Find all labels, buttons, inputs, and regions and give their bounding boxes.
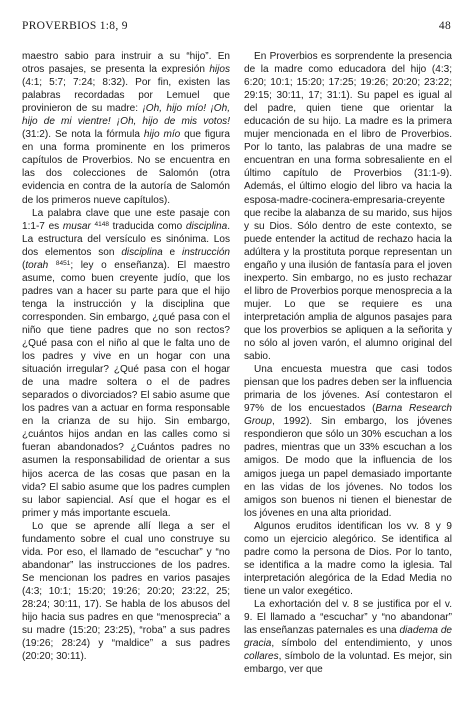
page-number: 48	[438, 20, 451, 32]
text-run: ; ley o enseñanza). El maestro asume, como buen creyente judío, que los padres van a hacer su parte para que el hijo tenga la instrucción y la disciplina que corresponden. Sin embargo, ¿qué pasa con el niño que tiene padres que no son rectos? ¿Qué pasa con el niño al que le falta uno de los padres y vive en un hogar con una situación irregular? ¿Qué pasa con el hogar de una madre soltera o el de padres separados o divorciados? El sabio asume que los padres van a actuar en forma responsable en la crianza de su hijo. Sin embargo, ¿cuántos hijos andan en las calles como si fueran abandonados? ¿Cuántos padres no asumen la responsabilidad de orientar a sus hijos acerca de las cosas que pasan en la vida? El sabio asume que los padres cumplen su labor sapiencial. Así que el hogar es el primer y más importante escuela.	[22, 259, 231, 519]
italic-text: Barna Research Group	[244, 403, 452, 428]
text-run: En Proverbios es sorprendente la presencia de la madre como educadora del hijo (4:3; 6:20; 10:1; 15:20; 17:25; 19:26; 20:20; 23:22; 29:15; 30:11, 17; 31:1). Su papel es igual al del padre, quien tiene que orientar la educación de su hijo. La madre es la primera mujer mencionada en el libro de Proverbios. Por lo tanto, las palabras de una madre se encuentran en una forma sobresaliente en el último capítulo de Proverbios (31:1-9). Además, el último elogio del libro va hacia la esposa-madre-cocinera-empresaria-creyente que recibe la alabanza de su marido, sus hijos y su Dios. Sólo dentro de este contexto, se puede entender la actitud de rechazo hacia la adúltera y la prostituta porque representan un engaño y una ilusión de fantasía para el joven inexperto. Sin embargo, no es justo rechazar el libro de Proverbios porque menosprecia a la mujer. Lo que se requiere es una interpretación amplia de algunos pasajes para que los proverbios se apliquen a la señorita y no sólo al joven varón, el alumno original del sabio.	[244, 51, 452, 363]
page-header	[22, 20, 451, 38]
text-run: La exhortación del v. 8 se justifica por el v. 9. El llamado a “escuchar” y “no abandonar” las enseñanzas paternales es una	[244, 598, 452, 637]
text-run: La palabra clave que une este pasaje con 1:1-7 es	[22, 207, 230, 232]
text-run	[48, 260, 56, 271]
italic-text: disciplina	[185, 220, 228, 232]
paragraph	[244, 520, 452, 598]
text-run: . La estructura del versículo es sinónima. Los dos elementos son	[22, 220, 231, 258]
running-head: PROVERBIOS 1:8, 9	[22, 20, 128, 32]
left-column	[22, 50, 230, 663]
italic-text: hijo mío	[143, 129, 181, 141]
text-run: Una encuesta muestra que casi todos piensan que los padres deben ser la influencia primaria de los jóvenes. Así contestaron el 97% de los encuestados (	[244, 364, 452, 415]
text-run: , símbolo de la voluntad. Es mejor, sin embargo, ver que	[244, 651, 452, 676]
italic-text: disciplina	[121, 246, 163, 258]
paragraph	[244, 363, 452, 520]
text-run: e	[162, 246, 182, 258]
italic-text: musar	[62, 220, 91, 232]
text-run: (31:2). Se nota la fórmula	[22, 129, 144, 141]
text-run: , símbolo del entendimiento, y unos	[271, 638, 452, 650]
strong-number: 4148	[94, 220, 109, 228]
text-run: (4:1; 5:7; 7:24; 8:32). Por fin, existen las palabras recordadas por Lemuel que provinieron de su madre:	[22, 77, 230, 115]
paragraph	[22, 520, 230, 664]
text-run: maestro sabio para instruir a su “hijo”. En otros pasajes, se presenta la expresión	[22, 51, 230, 76]
italic-text: hijos	[209, 64, 230, 76]
paragraph	[244, 598, 452, 676]
italic-text: instrucción	[181, 246, 230, 258]
text-run: Lo que se aprende allí llega a ser el fundamento sobre el cual uno construye su vida. Por eso, el llamado de “escuchar” y “no abandonar” las instrucciones de los padres. Se mencionan los padres en varios pasajes (4:3; 10:1; 15:20; 19:26; 20:20; 23:22, 25; 28:24; 30:11, 17). Se habla de los abusos del hijo hacia sus padres en que “menosprecia” a su madre (15:20; 23:25), “roba” a sus padres (19:26; 28:24) y “maldice” a sus padres (20:20; 30:11).	[22, 520, 230, 663]
paragraph	[22, 50, 230, 207]
paragraph	[244, 50, 452, 363]
text-run: Algunos eruditos identifican los vv. 8 y 9 como un ejercicio alegórico. Se identifica al padre como la persona de Dios. Por lo tanto, se identifica a la madre como la iglesia. Tal interpretación alegórica de la Edad Media no tiene un valor exegético.	[244, 520, 452, 597]
strong-number: 8451	[55, 259, 71, 267]
italic-text: torah	[25, 259, 49, 271]
paragraph	[22, 207, 230, 520]
italic-text: diadema de gracia	[244, 625, 452, 650]
text-run: que figura en una forma prominente en los primeros capítulos de Proverbios. No se encuentra en las dos colecciones de Salomón (otra evidencia en contra de la autoría de Salomón de los primeros nueve capítulos).	[22, 129, 230, 206]
italic-text: ¡Oh, hijo mío! ¡Oh, hijo de mi vientre! ¡Oh, hijo de mis votos!	[22, 103, 230, 128]
text-run: , 1992). Sin embargo, los jóvenes respondieron que sólo un 30% escuchan a los padres, mientras que un 33% escuchan a los amigos. De modo que la influencia de los amigos juega un papel demasiado importante en las vidas de los jóvenes. No todos los amigos son buenos ni tienen el bienestar de los jóvenes en una alta prioridad.	[244, 416, 452, 519]
text-run: (	[22, 259, 26, 271]
right-column	[244, 50, 452, 676]
italic-text: collares	[244, 651, 279, 663]
text-run: traducida como	[108, 220, 186, 232]
